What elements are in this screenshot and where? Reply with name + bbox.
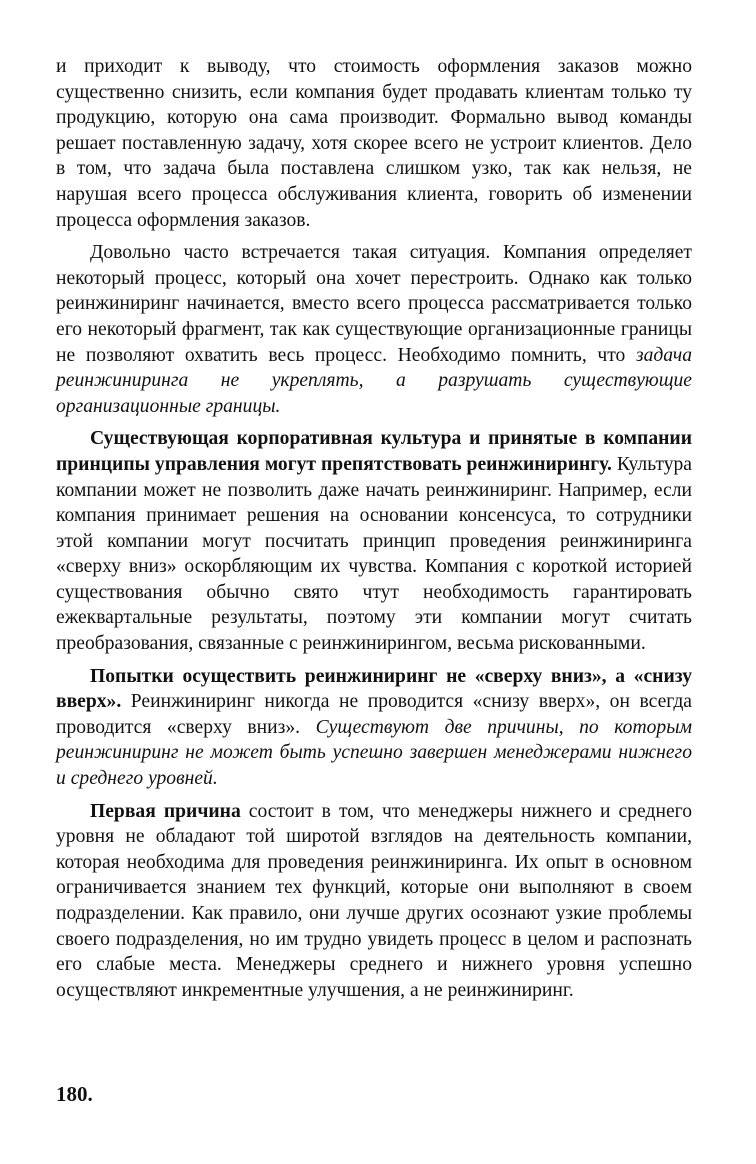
page-body — [56, 54, 692, 1010]
paragraph-4 — [56, 664, 692, 792]
paragraph-3-heading: Существующая корпоративная культура и принятые в компании принципы управления могут препятствовать реинжинирингу. — [56, 428, 692, 475]
paragraph-3-text: Культура компании может не позволить даже начать реинжиниринг. Например, если компания принимает решения на основании консенсуса, то сотрудники этой компании могут посчитать принцип проведения реинжиниринга «сверху вниз» оскорбляющим их чувства. Компания с короткой историей существования обычно свято чтут необходимость гарантировать ежеквартальные результаты, поэтому эти компании могут считать преобразования, связанные с реинжинирингом, весьма рискованными. — [56, 453, 692, 655]
paragraph-5-text: состоит в том, что менеджеры нижнего и среднего уровня не обладают той широтой взглядов на деятельность компании, которая необходима для проведения реинжиниринга. Их опыт в основном ограничивается знанием тех функций, которые они выполняют в своем подразделении. Как правило, они лучше других осознают узкие проблемы своего подразделения, но им трудно увидеть процесс в целом и распознать его слабые места. Менеджеры среднего и нижнего уровня успешно осуществляют инкрементные улучшения, а не реинжиниринг. — [56, 800, 692, 1001]
paragraph-4-text: Реинжиниринг никогда не проводится «снизу вверх», он всегда проводится «сверху вниз». — [56, 691, 692, 738]
paragraph-2-text: Довольно часто встречается такая ситуация. Компания определяет некоторый процесс, который она хочет перестроить. Однако как только реинжиниринг начинается, вместо всего процесса рассматривается только его некоторый фрагмент, так как существующие организационные границы не позволяют охватить весь процесс. Необходимо помнить, что — [56, 242, 692, 366]
paragraph-1 — [56, 54, 692, 233]
paragraph-4-heading: Попытки осуществить реинжиниринг не «сверху вниз», а «снизу вверх». — [56, 665, 692, 713]
paragraph-2 — [56, 240, 692, 419]
paragraph-5-heading: Первая причина — [90, 800, 241, 822]
paragraph-1-text: и приходит к выводу, что стоимость оформления заказов можно существенно снизить, если компания будет продавать клиентам только ту продукцию, которую она сама производит. Формально вывод команды решает поставленную задачу, хотя скорее всего не устроит клиентов. Дело в том, что задача была поставлена слишком узко, так как нельзя, не нарушая всего процесса обслуживания клиента, говорить об изменении процесса оформления заказов. — [56, 56, 692, 231]
paragraph-5 — [56, 799, 692, 1004]
paragraph-4-emphasis: Существуют две причины, по которым реинжиниринг не может быть успешно завершен менеджерами нижнего и среднего уровней. — [56, 716, 692, 790]
page-number: 180. — [56, 1082, 93, 1106]
paragraph-2-emphasis: задача реинжиниринга не укреплять, а разрушать существующие организационные границы. — [56, 344, 692, 417]
paragraph-3 — [56, 426, 692, 656]
